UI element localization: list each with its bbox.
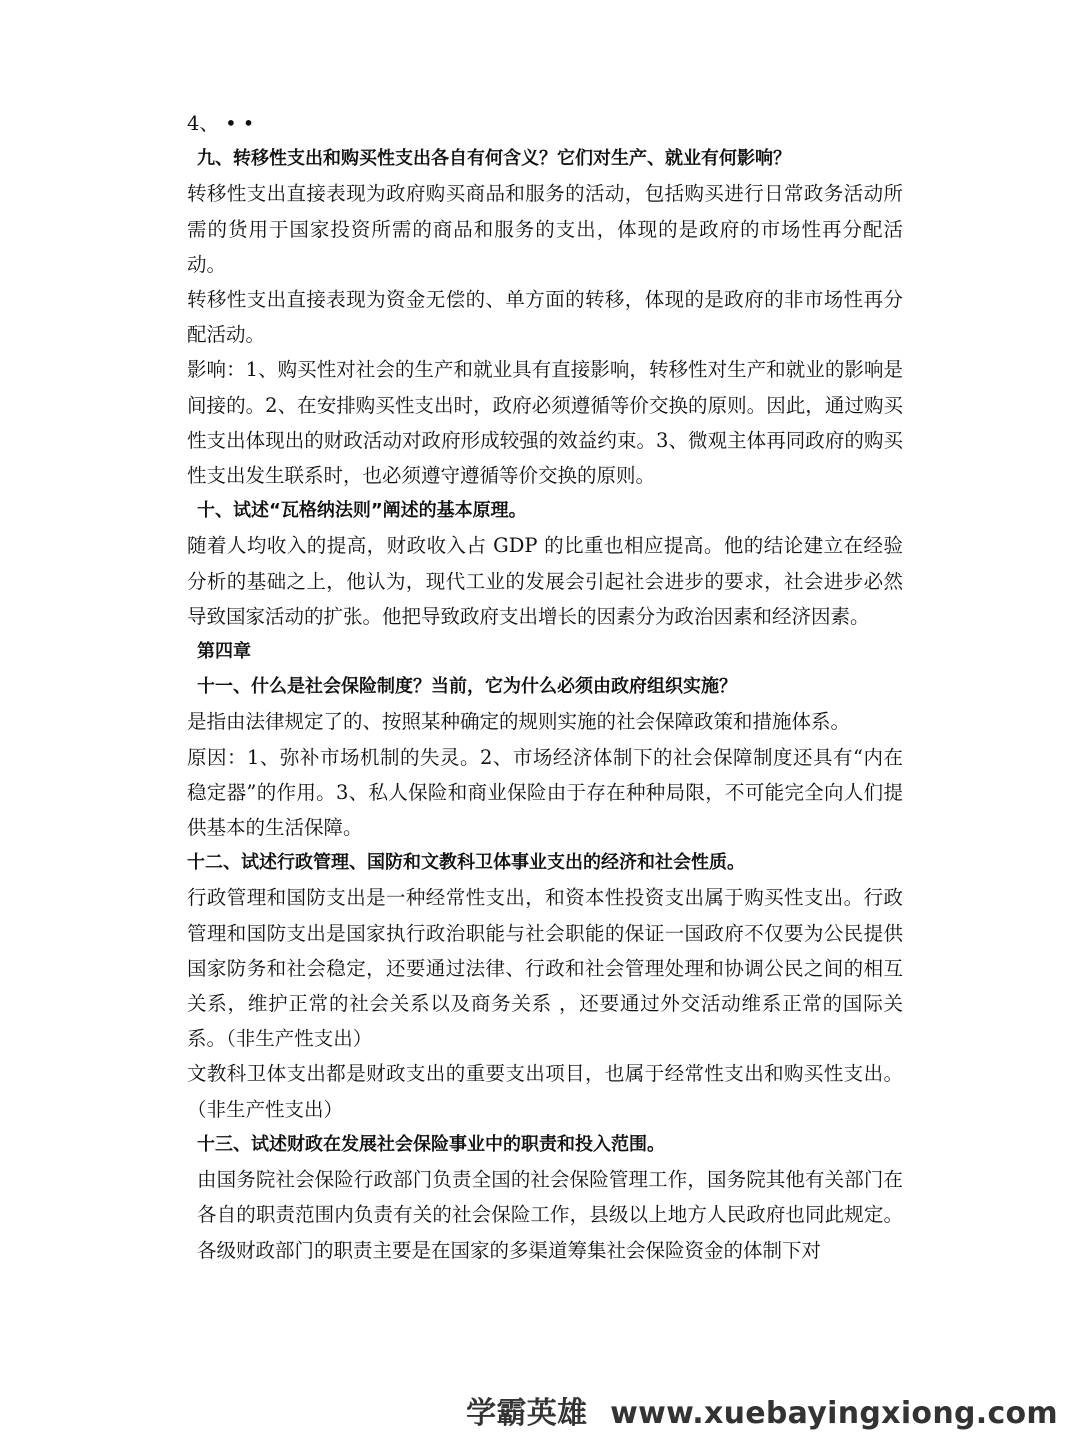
question-11-paragraph-2: 原因：1、弥补市场机制的失灵。2、市场经济体制下的社会保障制度还具有“内在稳定器”的作用。3、私人保险和商业保险由于存在种种局限，不可能完全向人们提供基本的生活保障。 bbox=[187, 745, 903, 840]
brand-url: www.xuebayingxiong.com bbox=[610, 1396, 1058, 1431]
question-13-paragraph-1: 由国务院社会保险行政部门负责全国的社会保险管理工作，国务院其他有关部门在各自的职责范围内负责有关的社会保险工作，县级以上地方人民政府也同此规定。各级财政部门的职责主要是在国家的多渠道筹集社会保险资金的体制下对 bbox=[197, 1168, 903, 1262]
question-10-paragraph-1: 随着人均收入的提高，财政收入占 GDP 的比重也相应提高。他的结论建立在经验分析的基础之上，他认为，现代工业的发展会引起社会进步的要求，社会进步必然导致国家活动的扩张。他把导致政府支出增长的因素分为政治因素和经济因素。 bbox=[187, 534, 903, 628]
chapter-4-heading: 第四章 bbox=[197, 641, 251, 663]
question-9-paragraph-2: 转移性支出直接表现为资金无偿的、单方面的转移，体现的是政府的非市场性再分配活动。 bbox=[187, 288, 903, 347]
question-9-title: 九、转移性支出和购买性支出各自有何含义？它们对生产、就业有何影响？ bbox=[197, 148, 791, 170]
question-10-title: 十、试述“瓦格纳法则”阐述的基本原理。 bbox=[197, 500, 527, 522]
question-13-title: 十三、试述财政在发展社会保险事业中的职责和投入范围。 bbox=[197, 1133, 665, 1155]
item-4: 4、 • • bbox=[187, 112, 255, 135]
watermark-footer bbox=[466, 1388, 1058, 1432]
question-12-title: 十二、试述行政管理、国防和文教科卫体事业支出的经济和社会性质。 bbox=[187, 852, 745, 874]
question-11-paragraph-1: 是指由法律规定了的、按照某种确定的规则实施的社会保障政策和措施体系。 bbox=[187, 710, 851, 734]
brand-name: 学霸英雄 bbox=[466, 1396, 588, 1431]
question-12-paragraph-1: 行政管理和国防支出是一种经常性支出，和资本性投资支出属于购买性支出。行政管理和国防支出是国家执行政治职能与社会职能的保证一国政府不仅要为公民提供国家防务和社会稳定，还要通过法律、行政和社会管理处理和协调公民之间的相互关系，维护正常的社会关系以及商务关系 ，还要通过外交活动维系正常的国际关系。（非生产性支出） bbox=[187, 886, 903, 1051]
question-9-paragraph-3: 影响：1、购买性对社会的生产和就业具有直接影响，转移性对生产和就业的影响是间接的。2、在安排购买性支出时，政府必须遵循等价交换的原则。因此，通过购买性支出体现出的财政活动对政府形成较强的效益约束。3、微观主体再同政府的购买性支出发生联系时，也必须遵守遵循等价交换的原则。 bbox=[187, 358, 903, 488]
document-page bbox=[187, 106, 903, 1268]
question-9-paragraph-1: 转移性支出直接表现为政府购买商品和服务的活动，包括购买进行日常政务活动所需的货用于国家投资所需的商品和服务的支出，体现的是政府的市场性再分配活动。 bbox=[187, 182, 903, 276]
question-12-paragraph-2: 文教科卫体支出都是财政支出的重要支出项目，也属于经常性支出和购买性支出。（非生产性支出） bbox=[187, 1062, 903, 1121]
question-11-title: 十一、什么是社会保险制度？当前，它为什么必须由政府组织实施？ bbox=[197, 676, 737, 698]
